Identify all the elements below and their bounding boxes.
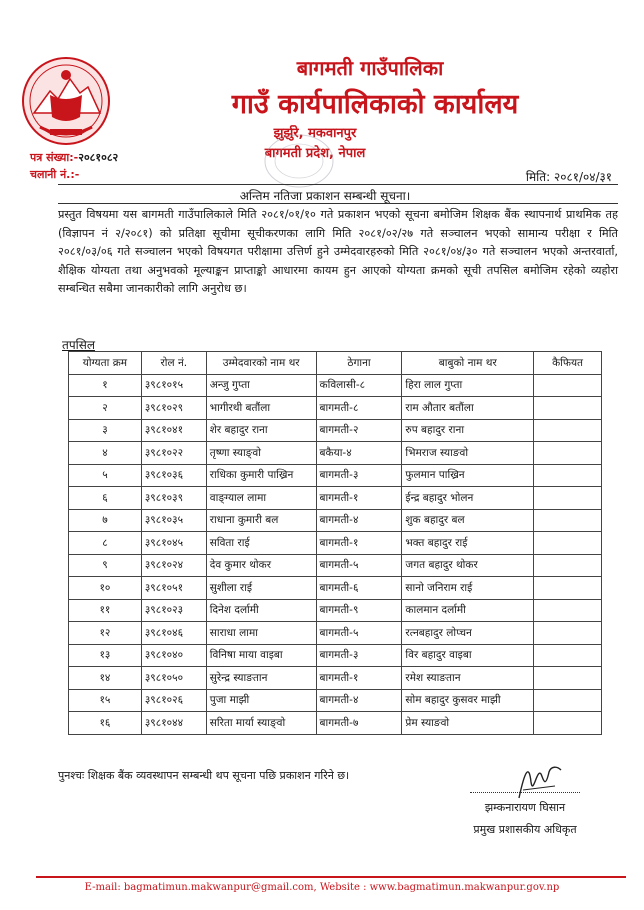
rank-cell: ८ <box>69 532 142 555</box>
column-header: योग्यता क्रम <box>69 352 142 375</box>
address-cell: बागमती-९ <box>316 599 402 622</box>
roll-cell: ३९८१०२२ <box>141 442 206 465</box>
remarks-cell <box>534 577 602 600</box>
father-cell: विर बहादुर वाइबा <box>402 644 534 667</box>
father-cell: प्रेम स्याङवो <box>402 712 534 735</box>
table-row <box>69 599 602 622</box>
municipality-name: बागमती गाउँपालिका <box>296 56 444 80</box>
footnote: पुनश्चः शिक्षक बैंक व्यवस्थापन सम्बन्धी थप सूचना पछि प्रकाशन गरिने छ। <box>58 769 350 782</box>
merit-list-table <box>68 351 602 735</box>
table-row <box>69 532 602 555</box>
table-row <box>69 689 602 712</box>
letter-number <box>30 150 118 165</box>
father-cell: शुक बहादुर बल <box>402 509 534 532</box>
candidate-cell: देव कुमार थोकर <box>206 554 316 577</box>
address-cell: बागमती-६ <box>316 577 402 600</box>
remarks-cell <box>534 509 602 532</box>
notice-subject: अन्तिम नतिजा प्रकाशन सम्बन्धी सूचना। <box>239 189 411 203</box>
notice-date <box>526 168 612 185</box>
table-row <box>69 554 602 577</box>
roll-cell: ३९८१०५१ <box>141 577 206 600</box>
candidate-cell: दिनेश दर्लामी <box>206 599 316 622</box>
column-header: कैफियत <box>534 352 602 375</box>
roll-cell: ३९८१०५० <box>141 667 206 690</box>
table-row <box>69 397 602 420</box>
table-row <box>69 712 602 735</box>
table-row <box>69 419 602 442</box>
candidate-cell: अन्जु गुप्ता <box>206 374 316 397</box>
address-cell: बागमती-७ <box>316 712 402 735</box>
address-cell: बागमती-१ <box>316 667 402 690</box>
table-row <box>69 442 602 465</box>
table-row <box>69 464 602 487</box>
footer-divider <box>36 876 626 878</box>
candidate-cell: राधिका कुमारी पाख्रिन <box>206 464 316 487</box>
table-row <box>69 644 602 667</box>
footer-contact: E-mail: bagmatimun.makwanpur@gmail.com, Website : www.bagmatimun.makwanpur.gov.np <box>84 882 560 893</box>
father-cell: राम औतार बतौंला <box>402 397 534 420</box>
dispatch-number-label: चलानी नं.:- <box>30 168 80 181</box>
candidate-cell: वाङ्ग्याल लामा <box>206 487 316 510</box>
roll-cell: ३९८१०४५ <box>141 532 206 555</box>
father-cell: जगत बहादुर थोकर <box>402 554 534 577</box>
remarks-cell <box>534 374 602 397</box>
roll-cell: ३९८१०४४ <box>141 712 206 735</box>
father-cell: फुलमान पाख्रिन <box>402 464 534 487</box>
table-body <box>69 374 602 734</box>
address-cell: बागमती-३ <box>316 644 402 667</box>
candidate-cell: सरिता मार्या स्याङ्वो <box>206 712 316 735</box>
father-cell: भिमराज स्याङवो <box>402 442 534 465</box>
candidate-cell: साराधा लामा <box>206 622 316 645</box>
rank-cell: ९ <box>69 554 142 577</box>
office-stamp-icon <box>262 132 336 190</box>
rank-cell: ११ <box>69 599 142 622</box>
rank-cell: ६ <box>69 487 142 510</box>
candidate-cell: तृष्णा स्याङ्वो <box>206 442 316 465</box>
table-row <box>69 622 602 645</box>
rank-cell: १० <box>69 577 142 600</box>
roll-cell: ३९८१०३५ <box>141 509 206 532</box>
remarks-cell <box>534 554 602 577</box>
father-cell: ईन्द्र बहादुर भोलन <box>402 487 534 510</box>
remarks-cell <box>534 532 602 555</box>
father-cell: कालमान दर्लामी <box>402 599 534 622</box>
rank-cell: १६ <box>69 712 142 735</box>
candidate-cell: शेर बहादुर राना <box>206 419 316 442</box>
rank-cell: १४ <box>69 667 142 690</box>
table-row <box>69 374 602 397</box>
address-cell: बागमती-५ <box>316 622 402 645</box>
candidate-cell: राधाना कुमारी बल <box>206 509 316 532</box>
remarks-cell <box>534 622 602 645</box>
father-cell: रुप बहादुर राना <box>402 419 534 442</box>
divider <box>58 203 618 204</box>
remarks-cell <box>534 667 602 690</box>
column-header: बाबुको नाम थर <box>402 352 534 375</box>
roll-cell: ३९८१०४६ <box>141 622 206 645</box>
remarks-cell <box>534 419 602 442</box>
remarks-cell <box>534 487 602 510</box>
roll-cell: ३९८१०२४ <box>141 554 206 577</box>
roll-cell: ३९८१०४१ <box>141 419 206 442</box>
rank-cell: ४ <box>69 442 142 465</box>
office-location: झुर्झुरे, मकवानपुर <box>273 126 357 141</box>
divider <box>58 184 618 185</box>
signatory-title: प्रमुख प्रशासकीय अधिकृत <box>473 823 577 836</box>
letter-number-label: पत्र संख्या:- <box>30 151 79 164</box>
father-cell: हिरा लाल गुप्ता <box>402 374 534 397</box>
table-row <box>69 577 602 600</box>
rank-cell: ५ <box>69 464 142 487</box>
address-cell: बागमती-४ <box>316 689 402 712</box>
office-province: बागमती प्रदेश, नेपाल <box>264 146 366 161</box>
column-header: उम्मेदवारको नाम थर <box>206 352 316 375</box>
remarks-cell <box>534 712 602 735</box>
father-cell: रत्नबहादुर लोप्चन <box>402 622 534 645</box>
address-cell: बागमती-२ <box>316 419 402 442</box>
notice-body: प्रस्तुत विषयमा यस बागमती गाउँपालिकाले मिति २०८१/०१/१० गते प्रकाशन भएको सूचना बमोजिम शिक्षक बैंक स्थापनार्थ प्राथमिक तह (विज्ञापन नं २/२०८१) को प्रतिक्षा सूचीमा सूचीकरणका लागि मिति २०८१/०२/२७ गते सञ्चालन भएको सामान्य परीक्षा र मिति २०८१/०३/०६ गते सञ्चालन भएको विषयगत परीक्षामा उत्तिर्ण हुने उम्मेदवारहरुको मिति २०८१/०४/३० गते सञ्चालन भएको अन्तरवार्ता, शैक्षिक योग्यता तथा अनुभवको मूल्याङ्कन प्राप्ताङ्को आधारमा कायम हुन आएको योग्यता क्रमको सूची तपसिल बमोजिम रहेको व्यहोरा सम्बन्धित सबैमा जानकारीको लागि अनुरोध छ। <box>58 208 618 295</box>
table-row <box>69 487 602 510</box>
remarks-cell <box>534 599 602 622</box>
nepal-emblem-icon <box>20 55 112 147</box>
address-cell: बकैया-४ <box>316 442 402 465</box>
address-cell: बागमती-५ <box>316 554 402 577</box>
address-cell: बागमती-१ <box>316 487 402 510</box>
table-header-row <box>69 352 602 375</box>
rank-cell: ७ <box>69 509 142 532</box>
roll-cell: ३९८१०२३ <box>141 599 206 622</box>
candidate-cell: सुरेन्द्र स्याङतान <box>206 667 316 690</box>
column-header: ठेगाना <box>316 352 402 375</box>
address-cell: बागमती-४ <box>316 509 402 532</box>
address-cell: बागमती-८ <box>316 397 402 420</box>
roll-cell: ३९८१०३६ <box>141 464 206 487</box>
remarks-cell <box>534 689 602 712</box>
candidate-cell: सविता राई <box>206 532 316 555</box>
signatory-name: झम्कनारायण घिसान <box>484 801 566 814</box>
candidate-cell: विनिषा माया वाइबा <box>206 644 316 667</box>
letter-number-value: २०८१०८२ <box>78 151 119 164</box>
roll-cell: ३९८१०२६ <box>141 689 206 712</box>
roll-cell: ३९८१०३९ <box>141 487 206 510</box>
address-cell: बागमती-३ <box>316 464 402 487</box>
remarks-cell <box>534 397 602 420</box>
rank-cell: ३ <box>69 419 142 442</box>
remarks-cell <box>534 442 602 465</box>
rank-cell: १२ <box>69 622 142 645</box>
candidate-cell: भागीरथी बतौंला <box>206 397 316 420</box>
address-cell: कविलासी-८ <box>316 374 402 397</box>
office-name: गाउँ कार्यपालिकाको कार्यालय <box>231 89 519 120</box>
address-cell: बागमती-१ <box>316 532 402 555</box>
roll-cell: ३९८१०२९ <box>141 397 206 420</box>
remarks-cell <box>534 644 602 667</box>
table-row <box>69 509 602 532</box>
rank-cell: १५ <box>69 689 142 712</box>
candidate-cell: सुशीला राई <box>206 577 316 600</box>
roll-cell: ३९८१०४० <box>141 644 206 667</box>
signature-line <box>470 792 580 793</box>
roll-cell: ३९८१०१५ <box>141 374 206 397</box>
father-cell: भक्त बहादुर राई <box>402 532 534 555</box>
rank-cell: १३ <box>69 644 142 667</box>
father-cell: सोम बहादुर कुसवर माझी <box>402 689 534 712</box>
column-header: रोल नं. <box>141 352 206 375</box>
father-cell: सानो जनिराम राई <box>402 577 534 600</box>
remarks-cell <box>534 464 602 487</box>
father-cell: रमेश स्याङतान <box>402 667 534 690</box>
date-value: २०८१/०४/३१ <box>553 170 612 184</box>
table-row <box>69 667 602 690</box>
date-label: मिति: <box>525 170 551 184</box>
candidate-cell: पुजा माझी <box>206 689 316 712</box>
rank-cell: २ <box>69 397 142 420</box>
rank-cell: १ <box>69 374 142 397</box>
table-caption: तपसिल <box>62 338 96 352</box>
